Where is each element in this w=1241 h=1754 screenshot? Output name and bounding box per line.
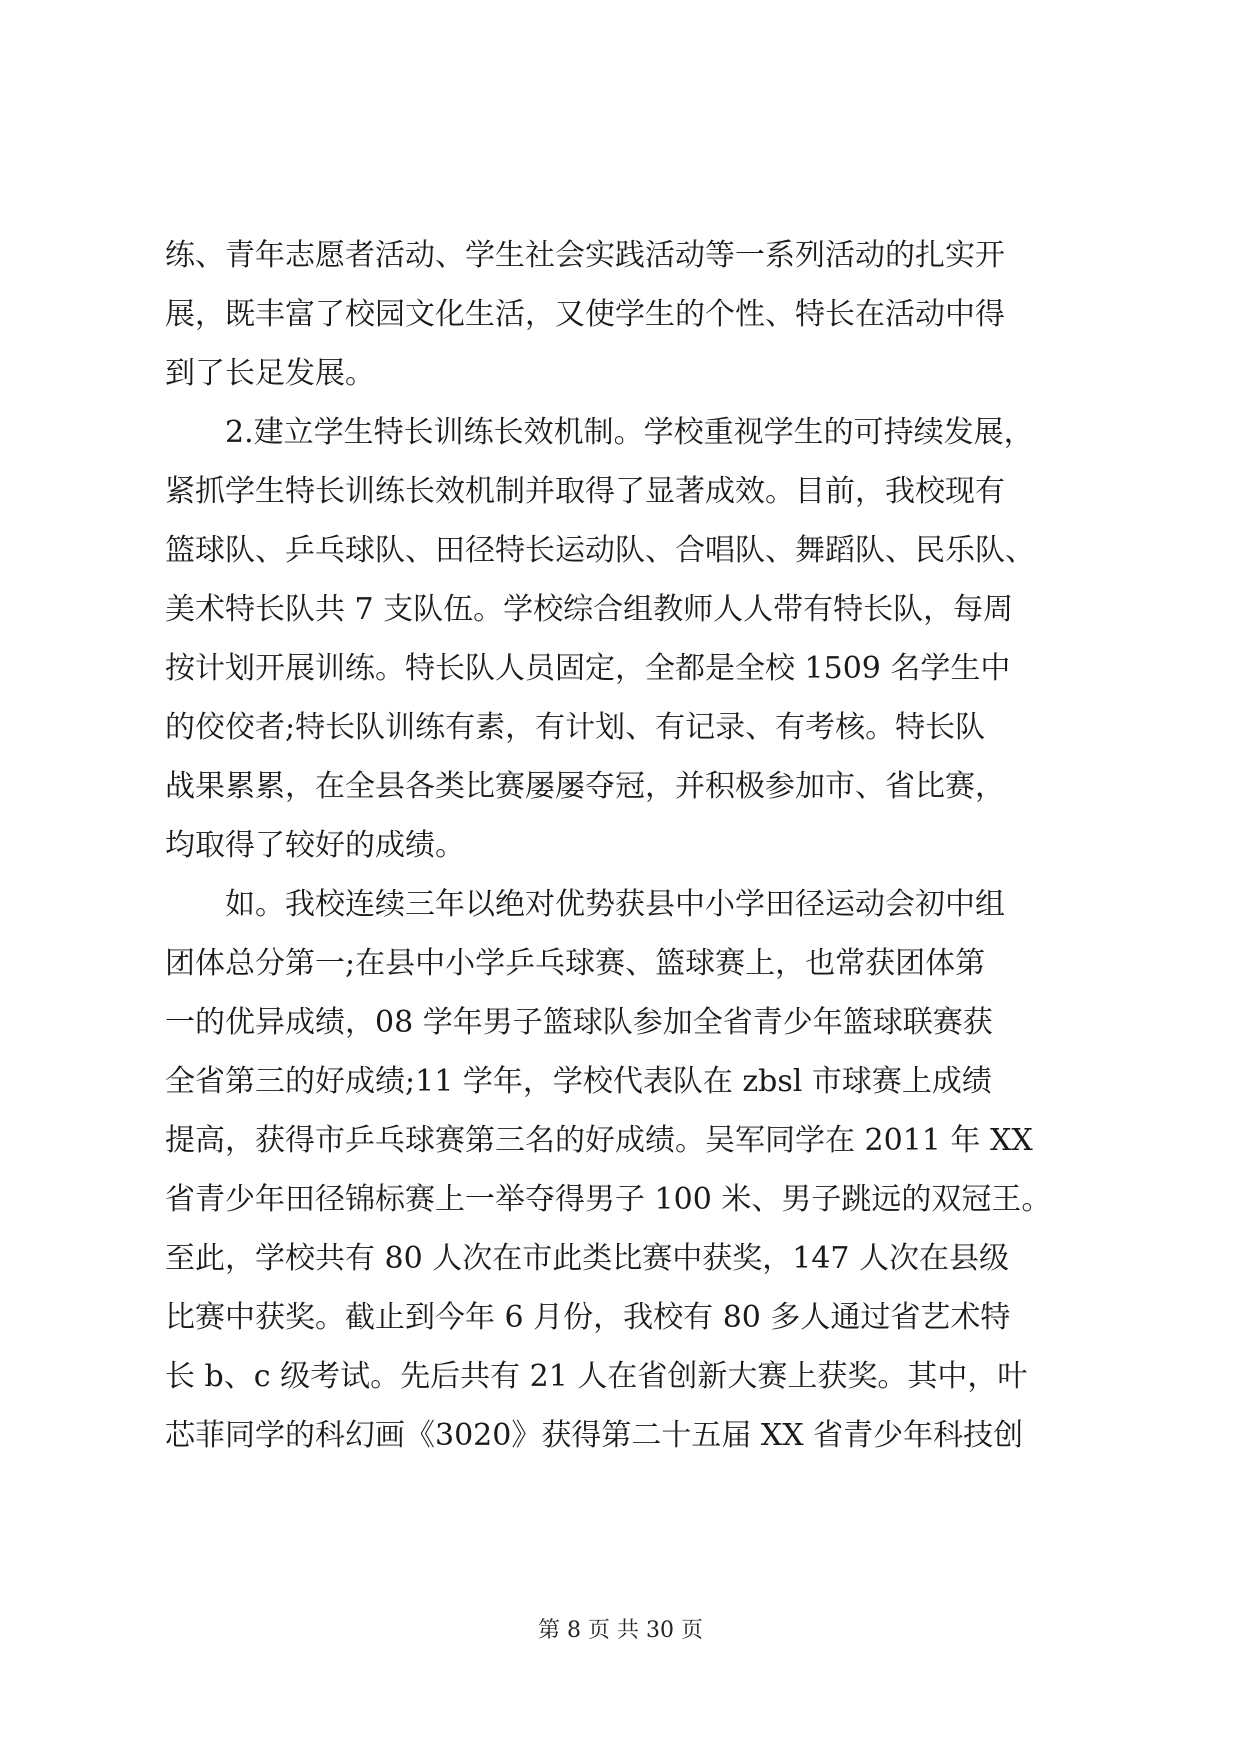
text-line: 均取得了较好的成绩。 (165, 828, 465, 863)
text-line: 一的优异成绩，08 学年男子篮球队参加全省青少年篮球联赛获 (165, 1005, 993, 1040)
text-line: 芯菲同学的科幻画《3020》获得第二十五届 XX 省青少年科技创 (165, 1418, 1024, 1453)
text-line: 2.建立学生特长训练长效机制。学校重视学生的可持续发展， (165, 415, 1034, 450)
text-line: 战果累累，在全县各类比赛屡屡夺冠，并积极参加市、省比赛， (165, 769, 1005, 804)
text-line: 美术特长队共 7 支队伍。学校综合组教师人人带有特长队，每周 (165, 592, 1014, 627)
text-line: 篮球队、乒乓球队、田径特长运动队、合唱队、舞蹈队、民乐队、 (165, 533, 1035, 568)
text-line: 团体总分第一;在县中小学乒乓球赛、篮球赛上，也常获团体第 (165, 946, 986, 981)
document-body (165, 226, 1080, 1465)
text-line: 练、青年志愿者活动、学生社会实践活动等一系列活动的扎实开 (165, 238, 1005, 273)
text-line: 长 b、c 级考试。先后共有 21 人在省创新大赛上获奖。其中，叶 (165, 1359, 1028, 1394)
text-line: 展，既丰富了校园文化生活，又使学生的个性、特长在活动中得 (165, 297, 1005, 332)
text-line: 到了长足发展。 (165, 356, 375, 391)
text-line: 全省第三的好成绩;11 学年，学校代表队在 zbsl 市球赛上成绩 (165, 1064, 992, 1099)
text-line: 紧抓学生特长训练长效机制并取得了显著成效。目前，我校现有 (165, 474, 1005, 509)
text-line: 提高，获得市乒乓球赛第三名的好成绩。吴军同学在 2011 年 XX (165, 1123, 1033, 1158)
text-line: 的佼佼者;特长队训练有素，有计划、有记录、有考核。特长队 (165, 710, 986, 745)
text-line: 至此，学校共有 80 人次在市此类比赛中获奖，147 人次在县级 (165, 1241, 1010, 1276)
page-footer: 第 8 页 共 30 页 (538, 1618, 703, 1643)
text-line: 按计划开展训练。特长队人员固定，全都是全校 1509 名学生中 (165, 651, 1011, 686)
text-line: 如。我校连续三年以绝对优势获县中小学田径运动会初中组 (165, 887, 1005, 922)
text-line: 比赛中获奖。截止到今年 6 月份，我校有 80 多人通过省艺术特 (165, 1300, 1011, 1335)
text-line: 省青少年田径锦标赛上一举夺得男子 100 米、男子跳远的双冠王。 (165, 1182, 1052, 1217)
